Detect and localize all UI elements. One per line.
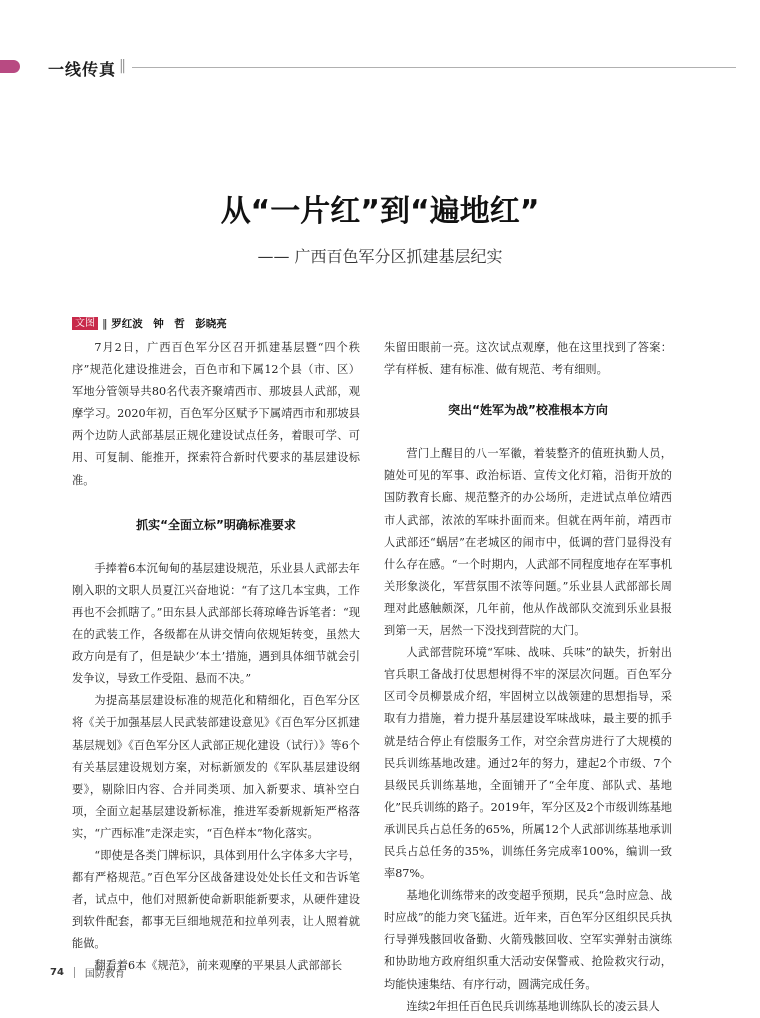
right-column xyxy=(384,337,672,1018)
paragraph: 为提高基层建设标准的规范化和精细化，百色军分区将《关于加强基层人民武装部建设意见》《百色军分区抓建基层规划》《百色军分区人武部正规化建设（试行）》等6个有关基层建设规划方案，对标新颁发的《军队基层建设纲要》，剔除旧内容、合并同类项、加入新要求、填补空白项，全面立起基层建设新标准，推进军委新规新矩严格落实，“广西标准”走深走实，“百色样本”物化落实。 xyxy=(72,694,360,840)
paragraph: 手捧着6本沉甸甸的基层建设规范，乐业县人武部去年刚入职的文职人员夏江兴奋地说：“有了这几本宝典，工作再也不会抓瞎了。”田东县人武部部长蒋琼峰告诉笔者：“现在的武装工作，各级都在从讲交情向依规矩转变，虽然大政方向是有了，但是缺少‘本土’措施，遇到具体细节就会引发争议，导致工作受阻、悬而不决。” xyxy=(72,561,360,686)
byline xyxy=(72,316,227,331)
article-subtitle: —— 广西百色军分区抓建基层纪实 xyxy=(257,247,503,266)
paragraph: 翻看着6本《规范》，前来观摩的平果县人武部部长 xyxy=(94,959,343,973)
page-footer xyxy=(50,965,125,980)
page-number: 74 xyxy=(50,967,64,978)
byline-bars: ‖ xyxy=(102,317,108,330)
section-heading: 抓实“全面立标”明确标准要求 xyxy=(136,517,296,532)
footer-divider xyxy=(74,967,75,978)
paragraph: 连续2年担任百色民兵训练基地训练队长的凌云县人 xyxy=(406,999,660,1013)
byline-authors: 罗红波 钟 哲 彭晓亮 xyxy=(111,318,227,330)
section-title: 一线传真 xyxy=(48,60,117,79)
paragraph: 人武部营院环境“军味、战味、兵味”的缺失，折射出官兵职工备战打仗思想树得不牢的深层次问题。百色军分区司令员柳景成介绍，牢固树立以战领建的思想指导，采取有力措施，着力提升基层建设军味战味，最主要的抓手就是结合停止有偿服务工作，对空余营房进行了大规模的民兵训练基地改建。通过2年的努力，建起2个市级、7个县级民兵训练基地，全面铺开了“全年度、部队式、基地化”民兵训练的路子。2019年，军分区及2个市级训练基地承训民兵占总任务的65%，所属12个人武部训练基地承训民兵占总任务的35%，训练任务完成率100%，编训一致率87%。 xyxy=(384,646,672,881)
paragraph: 朱留田眼前一亮。这次试点观摩，他在这里找到了答案：学有样板、建有标准、做有规范、考有细则。 xyxy=(384,341,672,377)
paragraph: 7月2日，广西百色军分区召开抓建基层暨“四个秩序”规范化建设推进会，百色市和下属12个县（市、区）军地分管领导共80名代表齐聚靖西市、那坡县人武部，观摩学习。2020年初，百色军分区赋予下属靖西市和那坡县两个边防人武部基层正规化建设试点任务，着眼可学、可用、可复制、能推开，探索符合新时代要求的基层建设标准。 xyxy=(72,341,360,487)
section-tab-marker xyxy=(0,60,20,73)
magazine-name: 国防教育 xyxy=(84,969,125,980)
paragraph: 基地化训练带来的改变超乎预期，民兵“急时应急、战时应战”的能力突飞猛进。近年来，百色军分区组织民兵执行导弹残骸回收备勤、火箭残骸回收、空军实弹射击演练和协助地方政府组织重大活动安保警戒、抢险救灾行动，均能快速集结、有序行动，圆满完成任务。 xyxy=(384,889,672,991)
byline-tag: 文图 xyxy=(72,317,98,330)
section-heading: 突出“姓军为战”校准根本方向 xyxy=(448,403,608,418)
article-title: 从“一片红”到“遍地红” xyxy=(220,194,540,229)
left-column xyxy=(72,337,360,978)
section-divider-bars: ‖ xyxy=(119,58,126,74)
paragraph: 营门上醒目的八一军徽，着装整齐的值班执勤人员，随处可见的军事、政治标语、宣传文化灯箱，沿街开放的国防教育长廊、规范整齐的办公场所，走进试点单位靖西市人武部，浓浓的军味扑面而来。但就在两年前，靖西市人武部还“蜗居”在老城区的闹市中，低调的营门显得没有什么存在感。“一个时期内，人武部不同程度地存在军事机关形象淡化，军营氛围不浓等问题。”乐业县人武部部长周理对此感触颇深，几年前，他从作战部队交流到乐业县报到第一天，居然一下没找到营院的大门。 xyxy=(384,447,672,638)
header-rule xyxy=(132,67,736,68)
paragraph: “即使是各类门牌标识，具体到用什么字体多大字号，都有严格规范。”百色军分区战备建设处处长任文和告诉笔者，试点中，他们对照新使命新职能新要求，从硬件建设到软件配套，都事无巨细地规范和拉单列表，让人照着就能做。 xyxy=(72,848,360,951)
